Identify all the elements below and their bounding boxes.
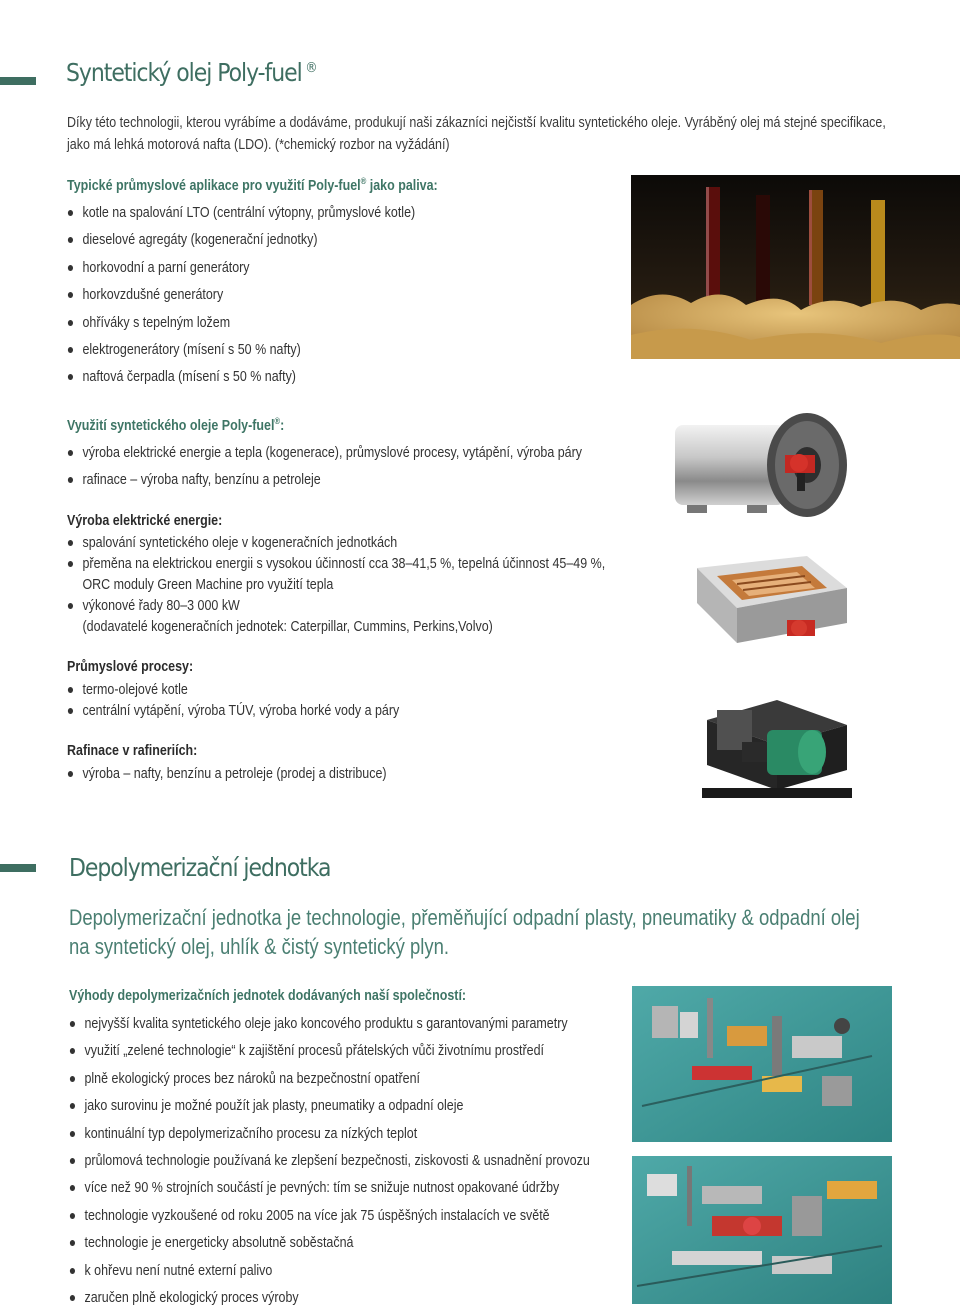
list-item: výkonové řady 80–3 000 kW [67, 596, 605, 617]
usage-heading [67, 416, 284, 434]
applications-heading-text: Typické průmyslové aplikace pro využití Poly-fuel [67, 177, 361, 194]
applications-heading-suffix: jako paliva: [366, 177, 438, 194]
list-item: elektrogenerátory (mísení s 50 % nafty) [67, 340, 415, 367]
registered-mark: ® [305, 60, 317, 76]
list-item: horkovzdušné generátory [67, 285, 415, 312]
boiler-photo [667, 405, 857, 527]
list-item: naftová čerpadla (mísení s 50 % nafty) [67, 367, 415, 394]
intro-line-1: Díky této technologii, kterou vyrábíme a dodáváme, produkují naši zákazníci nejčistší kvalitu syntetického oleje. Vyráběný olej má stejné specifikace, [67, 115, 886, 131]
list-item: rafinace – výroba nafty, benzínu a petroleje [67, 470, 582, 497]
intro-line-2: jako má lehká motorová nafta (LDO). (*chemický rozbor na vyžádání) [67, 137, 450, 153]
list-item: technologie je energeticky absolutně soběstačná [69, 1233, 590, 1260]
section-marker-bar [0, 77, 36, 85]
list-item: kotle na spalování LTO (centrální výtopny, průmyslové kotle) [67, 203, 415, 230]
list-item: k ohřevu není nutné externí palivo [69, 1261, 590, 1288]
list-item: jako surovinu je možné použít jak plasty, pneumatiky a odpadní oleje [69, 1096, 590, 1123]
list-item: dieselové agregáty (kogenerační jednotky) [67, 230, 415, 257]
list-item: zaručen plně ekologický proces výroby [69, 1288, 590, 1315]
list-item-continuation: ORC moduly Green Machine pro využití tepla [82, 577, 334, 593]
depolymerization-lead [69, 903, 860, 961]
industrial-heading: Průmyslové procesy: [67, 659, 194, 675]
plant-render-bottom [632, 1156, 892, 1304]
lead-line-1: Depolymerizační jednotka je technologie, přeměňující odpadní plasty, pneumatiky & odpadní olej [69, 905, 860, 930]
industrial-list [67, 680, 453, 722]
list-item: výroba elektrické energie a tepla (kogenerace), průmyslové procesy, vytápění, výroba páry [67, 443, 582, 470]
boiler-cutaway-photo [687, 548, 857, 656]
applications-list [67, 203, 472, 395]
electricity-heading: Výroba elektrické energie: [67, 513, 223, 529]
list-item: výroba – nafty, benzínu a petroleje (prodej a distribuce) [67, 764, 387, 785]
registered-mark: ® [360, 176, 367, 186]
generator-photo [697, 690, 857, 812]
list-item: spalování syntetického oleje v kogeneračních jednotkách [67, 533, 605, 554]
registered-mark: ® [274, 416, 281, 426]
list-item: horkovodní a parní generátory [67, 258, 415, 285]
oil-test-tubes-photo [631, 175, 960, 359]
list-item: plně ekologický proces bez nároků na bezpečnostní opatření [69, 1069, 590, 1096]
list-item: centrální vytápění, výroba TÚV, výroba horké vody a páry [67, 701, 399, 722]
list-item: přeměna na elektrickou energii s vysokou účinností cca 38–41,5 %, tepelná účinnost 45–49 %, [67, 554, 605, 575]
list-item: termo-olejové kotle [67, 680, 399, 701]
plant-render-top [632, 986, 892, 1142]
refining-list [67, 764, 439, 785]
usage-list [67, 443, 666, 498]
advantages-heading: Výhody depolymerizačních jednotek dodávaných naší společností: [69, 988, 467, 1004]
refining-heading: Rafinace v rafineriích: [67, 743, 198, 759]
list-item: kontinuální typ depolymerizačního procesu za nízkých teplot [69, 1124, 590, 1151]
lead-line-2: na syntetický olej, uhlík & čistý syntetický plyn. [69, 934, 450, 959]
page-title-text: Syntetický olej Poly-fuel [66, 58, 302, 87]
list-item: technologie vyzkoušené od roku 2005 na více jak 75 úspěšných instalacích ve světě [69, 1206, 590, 1233]
electricity-list [67, 533, 693, 638]
list-item: nejvyšší kvalita syntetického oleje jako koncového produktu s garantovanými parametry [69, 1014, 590, 1041]
page-title [66, 58, 316, 87]
usage-heading-text: Využití syntetického oleje Poly-fuel [67, 417, 275, 434]
list-item: průlomová technologie používaná ke zlepšení bezpečnosti, ziskovosti & usnadnění provozu [69, 1151, 590, 1178]
list-item-continuation: (dodavatelé kogeneračních jednotek: Caterpillar, Cummins, Perkins,Volvo) [82, 619, 493, 635]
section-marker-bar [0, 864, 36, 872]
list-item: ohříváky s tepelným ložem [67, 313, 415, 340]
list-item: více než 90 % strojních součástí je pevných: tím se snižuje nutnost opakované údržby [69, 1178, 590, 1205]
applications-heading [67, 176, 438, 194]
section-title-depolymerization: Depolymerizační jednotka [69, 853, 331, 882]
intro-paragraph [67, 112, 960, 156]
list-item: využití „zelené technologie“ k zajištění procesů přátelských vůči životnímu prostředí [69, 1041, 590, 1068]
usage-heading-suffix: : [280, 417, 285, 434]
advantages-list [69, 1014, 675, 1315]
